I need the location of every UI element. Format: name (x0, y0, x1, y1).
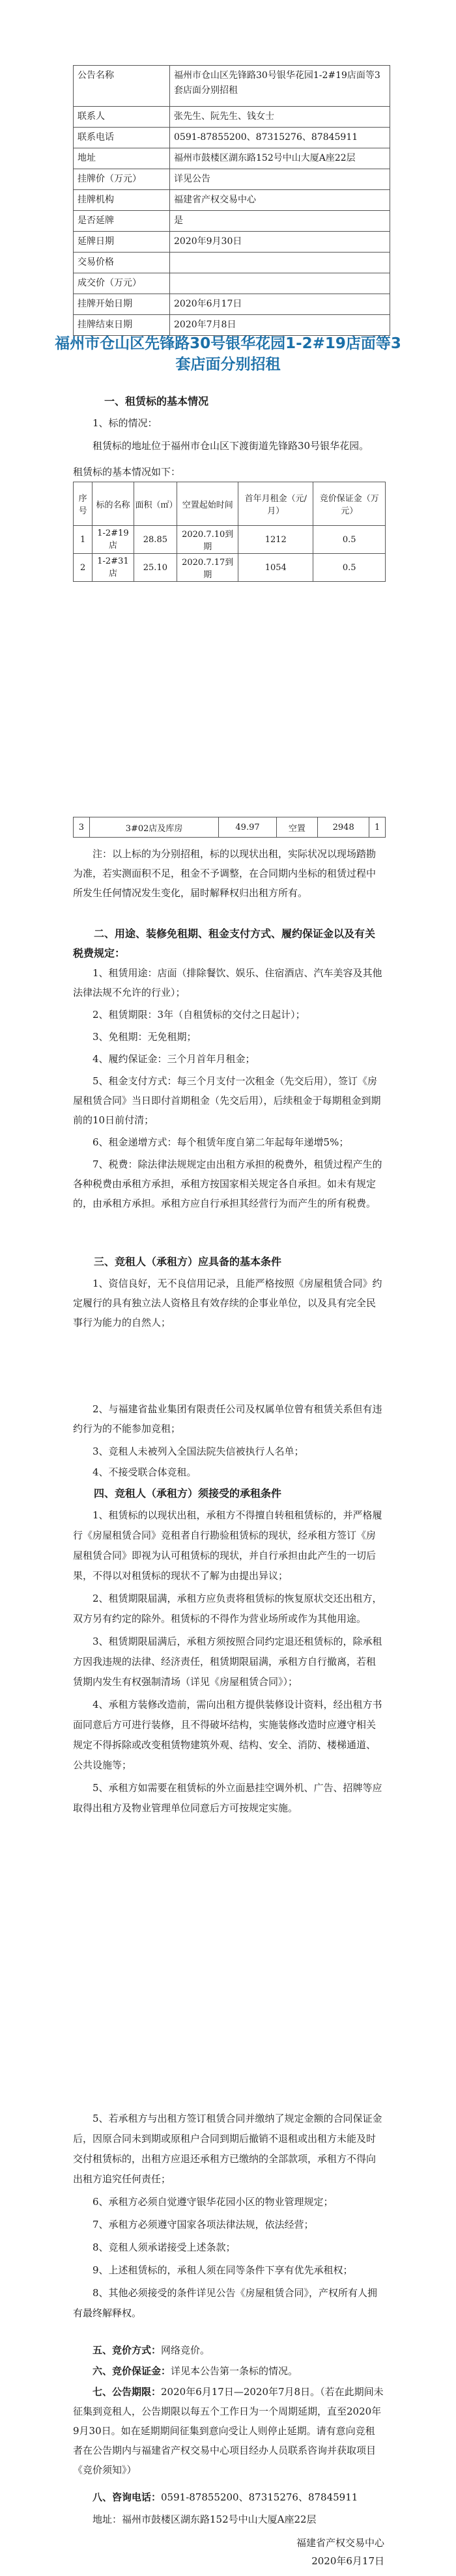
section-1-note: 注：以上标的为分别招租，标的以现状出租，实际状况以现场踏勘为准，若实测面积不足，租金不予调整，在合同期内坐标的租赁过程中所发生任何情况发生变化，届时解释权归出租方所有。 (73, 848, 377, 899)
list-item: 1、租赁用途：店面（排除餐饮、娱乐、住宿酒店、汽车美容及其他法律法规不允许的行业）； (73, 967, 382, 998)
signature-date: 2020年6月17日 (311, 2555, 384, 2567)
info-value: 福建省产权交易中心 (170, 190, 390, 211)
info-value: 2020年7月8日 (170, 315, 390, 336)
list-item: 6、租金递增方式：每个租赁年度自第二年起每年递增5%； (93, 1136, 349, 1148)
section-2-list (73, 963, 384, 1216)
table-row (74, 554, 386, 582)
lease-table (73, 482, 386, 582)
list-item: 9、上述租赁标的，承租人须在同等条件下享有优先承租权； (93, 2264, 353, 2276)
list-item: 2、租赁期限届满，承租方应负责将租赁标的恢复原状交还出租方，双方另有约定的除外。租赁标的不得作为营业场所或作为其他用途。 (73, 1593, 382, 1624)
info-label: 挂牌开始日期 (74, 294, 170, 315)
list-item: 3、租赁期限届满后，承租方须按照合同约定退还租赁标的，除承租方因我违规的法律、经济责任，租赁期限届满，承租方自行撤离，若租赁期内发生有权强制清场（详见《房屋租赁合同》）； (73, 1636, 382, 1688)
table-row (74, 817, 386, 838)
table-cell: 3 (74, 817, 90, 838)
info-row (74, 190, 390, 211)
section-7-text: 2020年6月17日—2020年7月8日。（若在此期间未征集到竞租人，公告期限以每五个工作日为一个周期延期，直至2020年9月30日。如在延期期间征集到意向受让人则停止延期。请有意向竞租者在公告期内与福建省产权交易中心项目经办人员联系咨询并获取项目《竞价须知》） (73, 2386, 384, 2476)
info-value: 0591-87855200、87315276、87845911 (170, 128, 390, 148)
info-label: 是否延牌 (74, 211, 170, 232)
page-title: 福州市仓山区先锋路30号银华花园1-2#19店面等3套店面分别招租 (55, 335, 401, 373)
section-7 (73, 2382, 384, 2480)
info-label: 交易价格 (74, 253, 170, 273)
list-item: 7、税费：除法律法规规定由出租方承担的税费外，租赁过程产生的各种税费由承租方承担，承租方按国家相关规定各自承担。如未有规定的，由承租方承担。承租方应自行承担其经营行为而产生的所有税费。 (73, 1158, 382, 1209)
lease-header: 面积（㎡） (134, 482, 177, 526)
lease-header: 序号 (74, 482, 93, 526)
list-item: 1、租赁标的以现状出租，承租方不得擅自转租租赁标的，并严格履行《房屋租赁合同》竞租者自行勘验租赁标的现状，经承租方签订《房屋租赁合同》即视为认可租赁标的现状，并自行承担由此产生的一切后果，不得以对租赁标的现状不了解为由提出异议； (73, 1509, 382, 1582)
signature-org: 福建省产权交易中心 (296, 2537, 384, 2549)
list-item: 6、承租方必须自觉遵守银华花园小区的物业管理规定； (93, 2196, 334, 2208)
section-6-text: 详见本公告第一条标的情况。 (171, 2365, 298, 2377)
section-3-p3: 3、竞租人未被列入全国法院失信被执行人名单； (93, 1446, 304, 1457)
section-1-heading: 一、租赁标的基本情况 (104, 395, 209, 407)
table-cell: 1 (369, 817, 386, 838)
table-cell: 2 (74, 554, 93, 582)
lease-header: 空置起始时间 (177, 482, 238, 526)
section-8 (73, 2487, 384, 2507)
info-value: 是 (170, 211, 390, 232)
table-cell: 空置 (276, 817, 318, 838)
info-value: 张先生、阮先生、钱女士 (170, 107, 390, 128)
section-6-heading: 六、竞价保证金： (93, 2365, 171, 2377)
info-row (74, 107, 390, 128)
list-item: 8、竞租人须承诺接受上述条款； (93, 2241, 236, 2253)
table-cell: 28.85 (134, 526, 177, 554)
table-cell: 49.97 (219, 817, 276, 838)
list-item: 5、租金支付方式：每三个月支付一次租金（先交后用），签订《房屋租赁合同》当日即付首期租金（先交后用），后续租金于每期租金到期前的10日前付清； (73, 1075, 381, 1126)
info-table (73, 65, 390, 336)
section-6 (73, 2361, 384, 2381)
info-row (74, 273, 390, 294)
list-item: 8、其他必须接受的条件详见公告《房屋租赁合同》，产权所有人拥有最终解释权。 (73, 2287, 378, 2319)
section-5 (73, 2340, 384, 2360)
table-cell: 1-2#31店 (93, 554, 134, 582)
table-cell: 2020.7.10到期 (177, 526, 238, 554)
info-label: 挂牌结束日期 (74, 315, 170, 336)
info-label: 延牌日期 (74, 232, 170, 253)
info-row (74, 211, 390, 232)
info-value: 2020年6月17日 (170, 294, 390, 315)
list-item: 5、若承租方与出租方签订租赁合同并缴纳了规定金额的合同保证金后，因原合同未到期或原租户合同到期后撤销不退租或出租方未能及时交付租赁标的，出租方应退还承租方已缴纳的全部款项，承租方不得向出租方追究任何责任； (73, 2113, 382, 2185)
section-7-heading: 七、公告期限： (93, 2386, 162, 2398)
info-label: 地址 (74, 148, 170, 169)
info-row (74, 66, 390, 107)
list-item: 5、承租方如需要在租赁标的外立面悬挂空调外机、广告、招牌等应取得出租方及物业管理单位同意后方可按规定实施。 (73, 1782, 382, 1814)
section-3-p4: 4、不接受联合体竞租。 (93, 1466, 197, 1478)
table-cell: 25.10 (134, 554, 177, 582)
list-item: 4、承租方装修改造前，需向出租方提供装修设计资料，经出租方书面同意后方可进行装修，且不得破坏结构，实施装修改造时应遵守相关规定不得拆除或改变租赁物建筑外观、结构、安全、消防、楼梯通道、公共设施等； (73, 1699, 382, 1771)
table-cell: 1 (74, 526, 93, 554)
contact-address: 地址：福州市鼓楼区湖东路152号中山大厦A座22层 (93, 2514, 317, 2525)
info-row (74, 253, 390, 273)
info-row (74, 148, 390, 169)
info-row (74, 294, 390, 315)
info-label: 挂牌价（万元） (74, 169, 170, 190)
info-label: 联系电话 (74, 128, 170, 148)
info-row (74, 169, 390, 190)
info-value: 2020年9月30日 (170, 232, 390, 253)
section-8-text: 0591-87855200、87315276、87845911 (161, 2491, 358, 2503)
table-cell: 0.5 (313, 526, 386, 554)
table-row (74, 526, 386, 554)
section-2-heading: 二、用途、装修免租期、租金支付方式、履约保证金以及有关税费规定： (73, 927, 376, 959)
lease-header: 竞价保证金（万元） (313, 482, 386, 526)
section-3-p1: 1、资信良好，无不良信用记录，且能严格按照《房屋租赁合同》约定履行的具有独立法人资格且有效存续的企事业单位，以及具有完全民事行为能力的自然人； (73, 1278, 382, 1328)
info-row (74, 232, 390, 253)
table-cell: 2948 (318, 817, 369, 838)
info-value (170, 253, 390, 273)
section-1-p1: 1、标的情况： (93, 417, 158, 429)
info-label: 联系人 (74, 107, 170, 128)
table-cell: 1-2#19店 (93, 526, 134, 554)
info-label: 成交价（万元） (74, 273, 170, 294)
info-row (74, 315, 390, 336)
table-cell: 2020.7.17到期 (177, 554, 238, 582)
info-row (74, 128, 390, 148)
table-cell: 1212 (238, 526, 313, 554)
info-label: 公告名称 (74, 66, 170, 107)
table-cell: 0.5 (313, 554, 386, 582)
list-item: 3、免租期：无免租期； (93, 1031, 197, 1043)
section-5-heading: 五、竞价方式： (93, 2344, 162, 2356)
info-value: 详见公告 (170, 169, 390, 190)
list-item: 2、租赁期限：3年（自租赁标的交付之日起计）； (93, 1009, 306, 1021)
section-3-p2: 2、与福建省盐业集团有限责任公司及权属单位曾有租赁关系但有违约行为的不能参加竞租； (73, 1403, 382, 1434)
section-4-list-continued (73, 2109, 384, 2326)
list-item: 7、承租方必须遵守国家各项法律法规，依法经营； (93, 2219, 314, 2230)
list-item: 4、履约保证金：三个月首年月租金； (93, 1053, 255, 1065)
info-value: 福州市仓山区先锋路30号银华花园1-2#19店面等3套店面分别招租 (170, 66, 390, 107)
section-1-p3: 租赁标的基本情况如下： (73, 466, 181, 478)
info-label: 挂牌机构 (74, 190, 170, 211)
lease-header: 标的名称 (93, 482, 134, 526)
section-1-p2: 租赁标的地址位于福州市仓山区下渡街道先锋路30号银华花园。 (93, 440, 369, 452)
section-8-heading: 八、咨询电话： (93, 2491, 162, 2503)
table-cell: 1054 (238, 554, 313, 582)
section-3-heading: 三、竞租人（承租方）应具备的基本条件 (94, 1255, 282, 1268)
info-value (170, 273, 390, 294)
section-4-list (73, 1505, 384, 1821)
table-cell: 3#02店及库房 (89, 817, 219, 838)
info-value: 福州市鼓楼区湖东路152号中山大厦A座22层 (170, 148, 390, 169)
section-4-heading: 四、竞租人（承租方）须接受的承租条件 (94, 1487, 282, 1500)
lease-table-row3 (73, 817, 386, 838)
section-5-text: 网络竞价。 (161, 2344, 210, 2356)
lease-header: 首年月租金（元/月） (238, 482, 313, 526)
